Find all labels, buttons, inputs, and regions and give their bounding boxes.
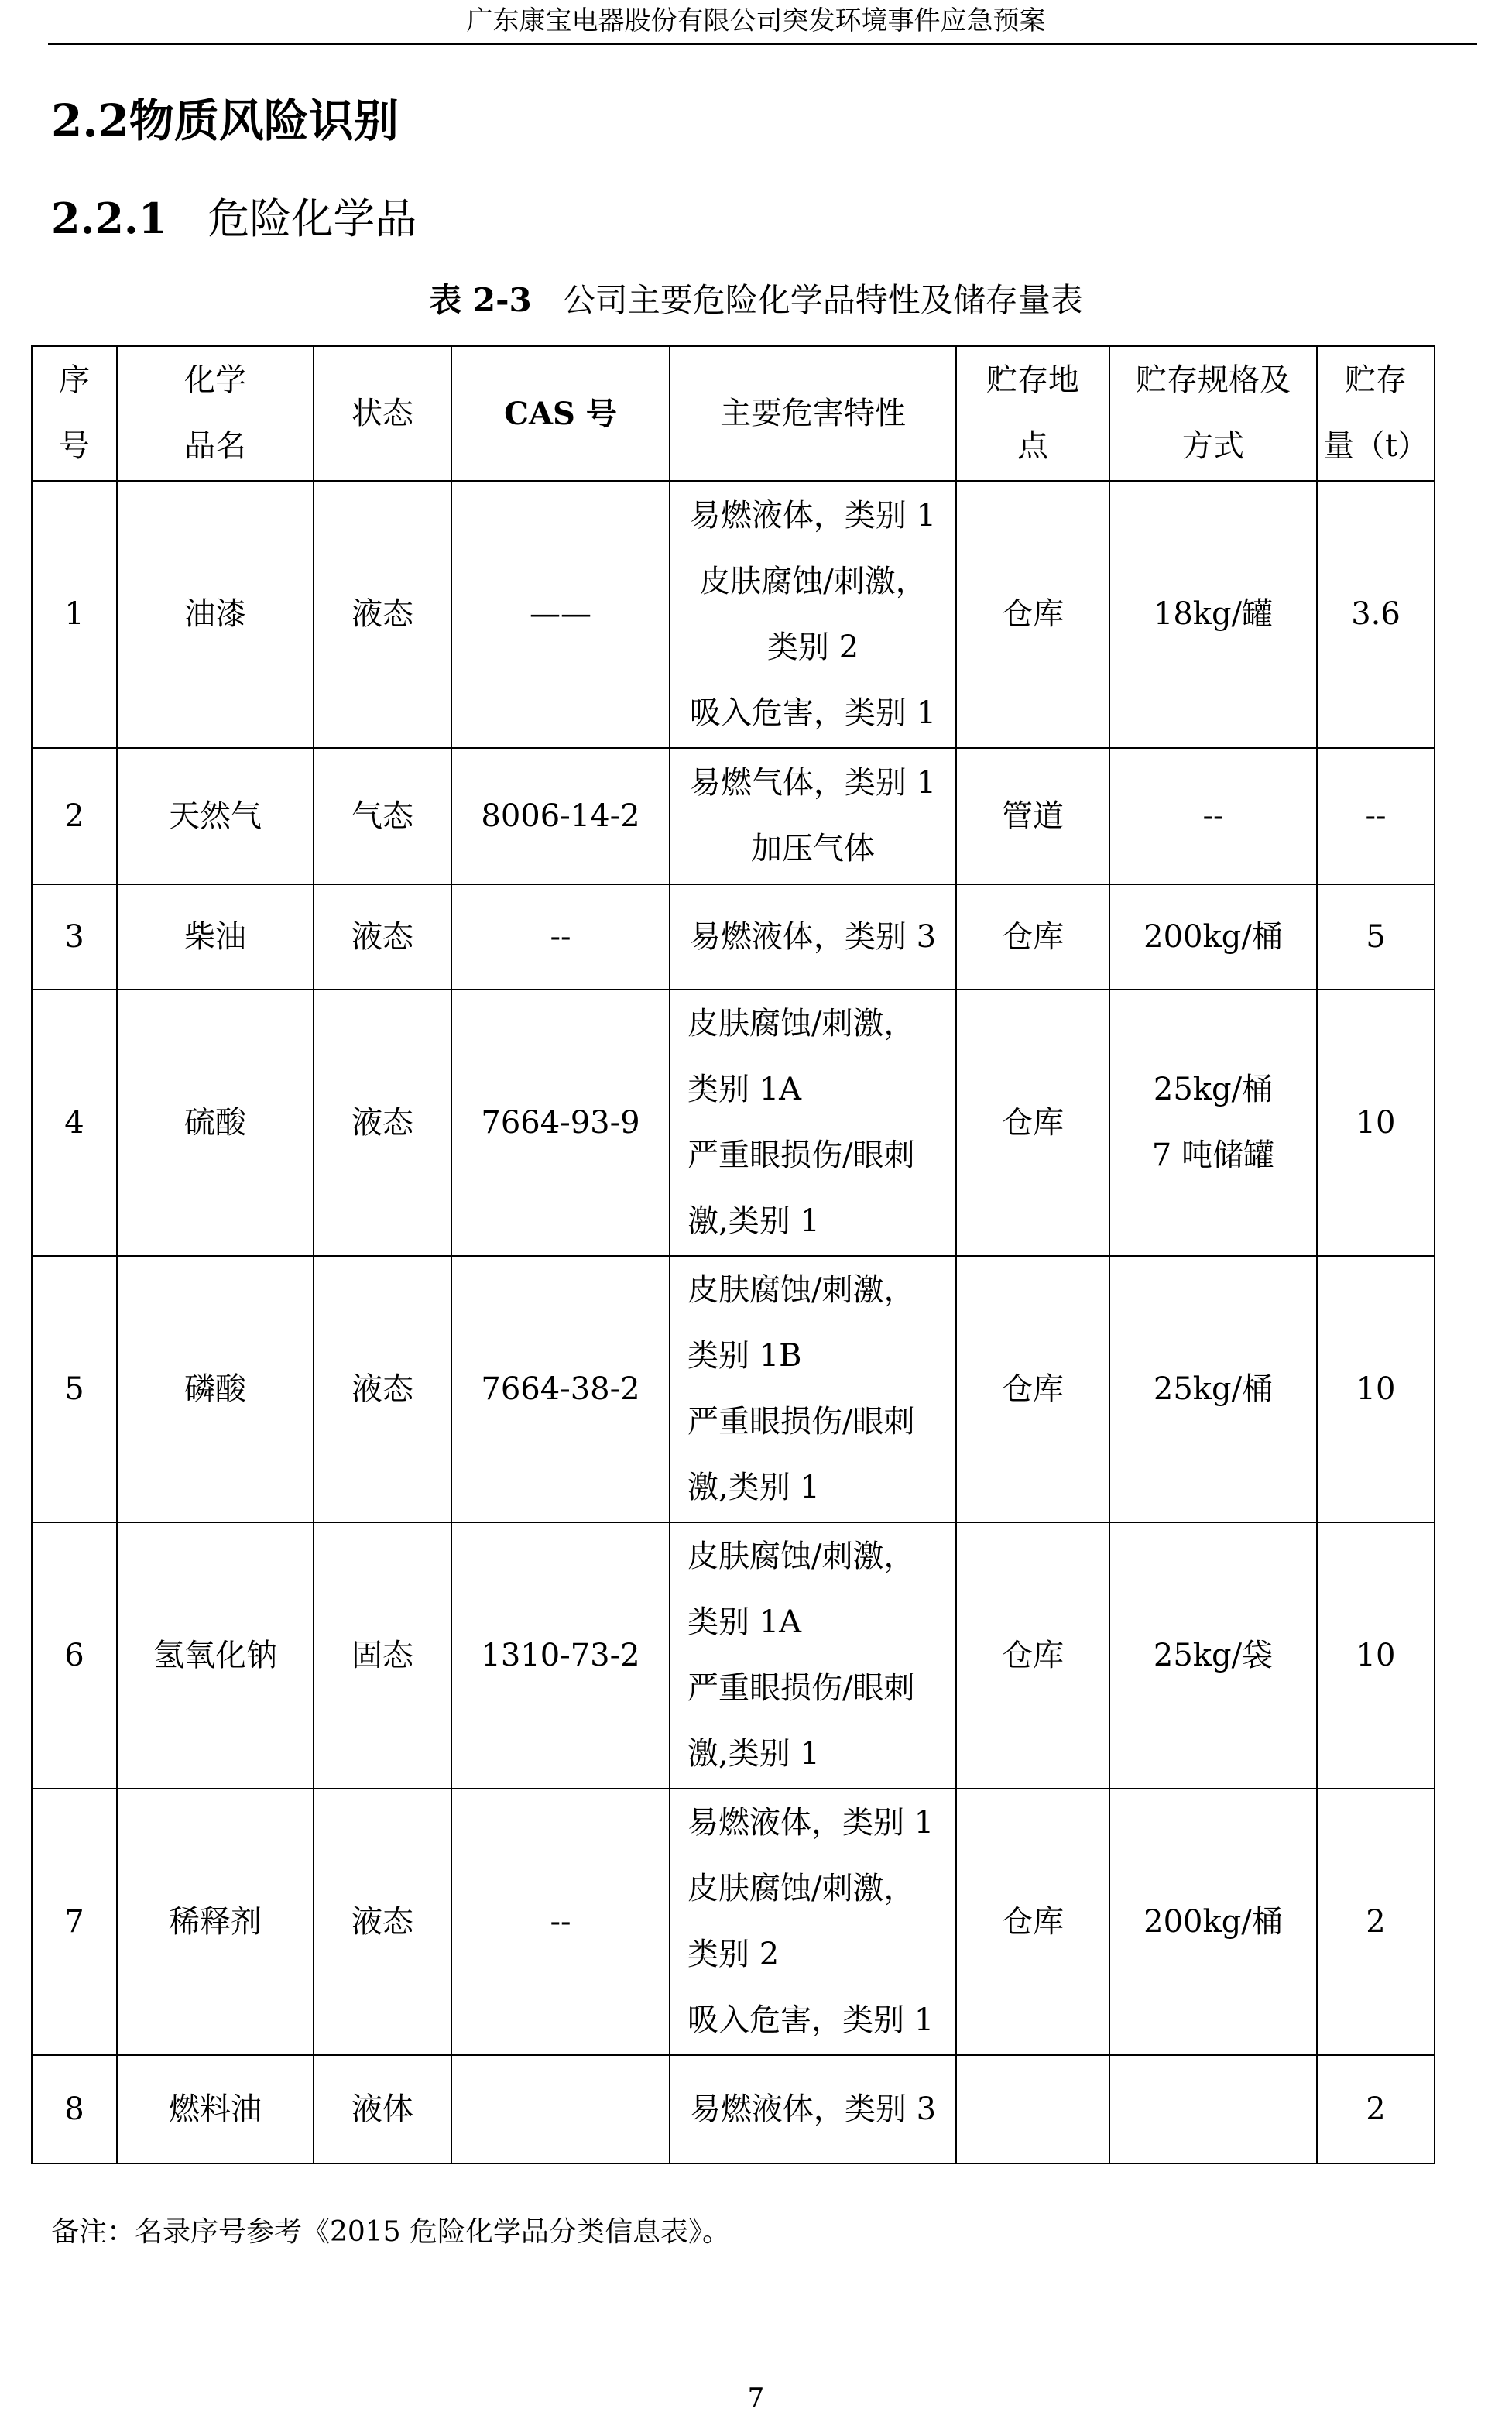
cell-hazard: 易燃液体，类别 3	[670, 2055, 956, 2163]
cell-cas: --	[451, 884, 670, 990]
cell-cas: 8006-14-2	[451, 748, 670, 884]
table-row	[32, 990, 1435, 1256]
table-row	[32, 2055, 1435, 2163]
cell-hazard: 易燃气体，类别 1 加压气体	[670, 748, 956, 884]
cell-spec: 25kg/桶	[1109, 1256, 1317, 1522]
cell-seq: 1	[32, 481, 117, 748]
table-row	[32, 1789, 1435, 2055]
subsection-title: 危险化学品	[207, 194, 417, 243]
cell-amount: 10	[1317, 1256, 1435, 1522]
cell-amount: 2	[1317, 2055, 1435, 2163]
cell-name: 油漆	[117, 481, 314, 748]
header-spec: 贮存规格及 方式	[1109, 346, 1317, 481]
cell-amount: 5	[1317, 884, 1435, 990]
cell-location	[956, 2055, 1109, 2163]
page-header-title: 广东康宝电器股份有限公司突发环境事件应急预案	[466, 5, 1046, 36]
table-caption-number: 表 2-3	[429, 281, 532, 319]
cell-cas: 7664-93-9	[451, 990, 670, 1256]
cell-state: 液态	[314, 1256, 451, 1522]
cell-seq: 2	[32, 748, 117, 884]
cell-hazard: 皮肤腐蚀/刺激， 类别 1A 严重眼损伤/眼刺 激,类别 1	[670, 990, 956, 1256]
subsection-heading	[51, 190, 417, 247]
cell-name: 稀释剂	[117, 1789, 314, 2055]
cell-location: 仓库	[956, 884, 1109, 990]
cell-name: 氢氧化钠	[117, 1522, 314, 1789]
cell-cas: 1310-73-2	[451, 1522, 670, 1789]
cell-location: 仓库	[956, 1256, 1109, 1522]
cell-amount: --	[1317, 748, 1435, 884]
cell-seq: 4	[32, 990, 117, 1256]
cell-seq: 5	[32, 1256, 117, 1522]
cell-location: 仓库	[956, 1522, 1109, 1789]
cell-location: 管道	[956, 748, 1109, 884]
cell-spec: 18kg/罐	[1109, 481, 1317, 748]
cell-location: 仓库	[956, 990, 1109, 1256]
hazardous-chemicals-table	[31, 345, 1435, 2164]
cell-name: 燃料油	[117, 2055, 314, 2163]
header-location: 贮存地 点	[956, 346, 1109, 481]
cell-name: 柴油	[117, 884, 314, 990]
cell-amount: 3.6	[1317, 481, 1435, 748]
cell-hazard: 易燃液体，类别 1 皮肤腐蚀/刺激， 类别 2 吸入危害，类别 1	[670, 1789, 956, 2055]
cell-state: 液态	[314, 990, 451, 1256]
cell-state: 液态	[314, 884, 451, 990]
header-amount: 贮存 量（t）	[1317, 346, 1435, 481]
cell-location: 仓库	[956, 481, 1109, 748]
cell-seq: 6	[32, 1522, 117, 1789]
table-row	[32, 481, 1435, 748]
cell-spec: 25kg/袋	[1109, 1522, 1317, 1789]
cell-location: 仓库	[956, 1789, 1109, 2055]
cell-seq: 8	[32, 2055, 117, 2163]
cell-cas: ——	[451, 481, 670, 748]
table-header-row	[32, 346, 1435, 481]
cell-amount: 2	[1317, 1789, 1435, 2055]
cell-hazard: 皮肤腐蚀/刺激， 类别 1A 严重眼损伤/眼刺 激,类别 1	[670, 1522, 956, 1789]
cell-state: 液态	[314, 481, 451, 748]
table-row	[32, 884, 1435, 990]
cell-state: 液态	[314, 1789, 451, 2055]
cell-cas: --	[451, 1789, 670, 2055]
cell-hazard: 易燃液体，类别 3	[670, 884, 956, 990]
cell-hazard: 易燃液体，类别 1 皮肤腐蚀/刺激， 类别 2 吸入危害，类别 1	[670, 481, 956, 748]
cell-amount: 10	[1317, 1522, 1435, 1789]
cell-spec: 200kg/桶	[1109, 1789, 1317, 2055]
cell-cas	[451, 2055, 670, 2163]
header-state: 状态	[314, 346, 451, 481]
table-caption	[0, 277, 1512, 324]
cell-state: 液体	[314, 2055, 451, 2163]
section-number: 2.2	[51, 94, 129, 147]
header-seq: 序 号	[32, 346, 117, 481]
cell-amount: 10	[1317, 990, 1435, 1256]
cell-spec: 200kg/桶	[1109, 884, 1317, 990]
header-name: 化学 品名	[117, 346, 314, 481]
page-number: 7	[747, 2383, 765, 2414]
cell-state: 固态	[314, 1522, 451, 1789]
table-row	[32, 1522, 1435, 1789]
cell-name: 天然气	[117, 748, 314, 884]
table-row	[32, 1256, 1435, 1522]
header-cas: CAS 号	[451, 346, 670, 481]
cell-seq: 3	[32, 884, 117, 990]
cell-spec: --	[1109, 748, 1317, 884]
table-footnote: 备注：名录序号参考《2015 危险化学品分类信息表》。	[51, 2216, 731, 2248]
cell-name: 磷酸	[117, 1256, 314, 1522]
cell-seq: 7	[32, 1789, 117, 2055]
section-heading	[51, 91, 399, 150]
subsection-number: 2.2.1	[51, 194, 168, 243]
section-title: 物质风险识别	[129, 94, 399, 147]
table-caption-title: 公司主要危险化学品特性及储存量表	[562, 281, 1083, 319]
cell-name: 硫酸	[117, 990, 314, 1256]
header-hazard: 主要危害特性	[670, 346, 956, 481]
cell-spec	[1109, 2055, 1317, 2163]
cell-spec: 25kg/桶 7 吨储罐	[1109, 990, 1317, 1256]
cell-hazard: 皮肤腐蚀/刺激， 类别 1B 严重眼损伤/眼刺 激,类别 1	[670, 1256, 956, 1522]
cell-cas: 7664-38-2	[451, 1256, 670, 1522]
table-row	[32, 748, 1435, 884]
header-divider	[48, 43, 1477, 45]
cell-state: 气态	[314, 748, 451, 884]
